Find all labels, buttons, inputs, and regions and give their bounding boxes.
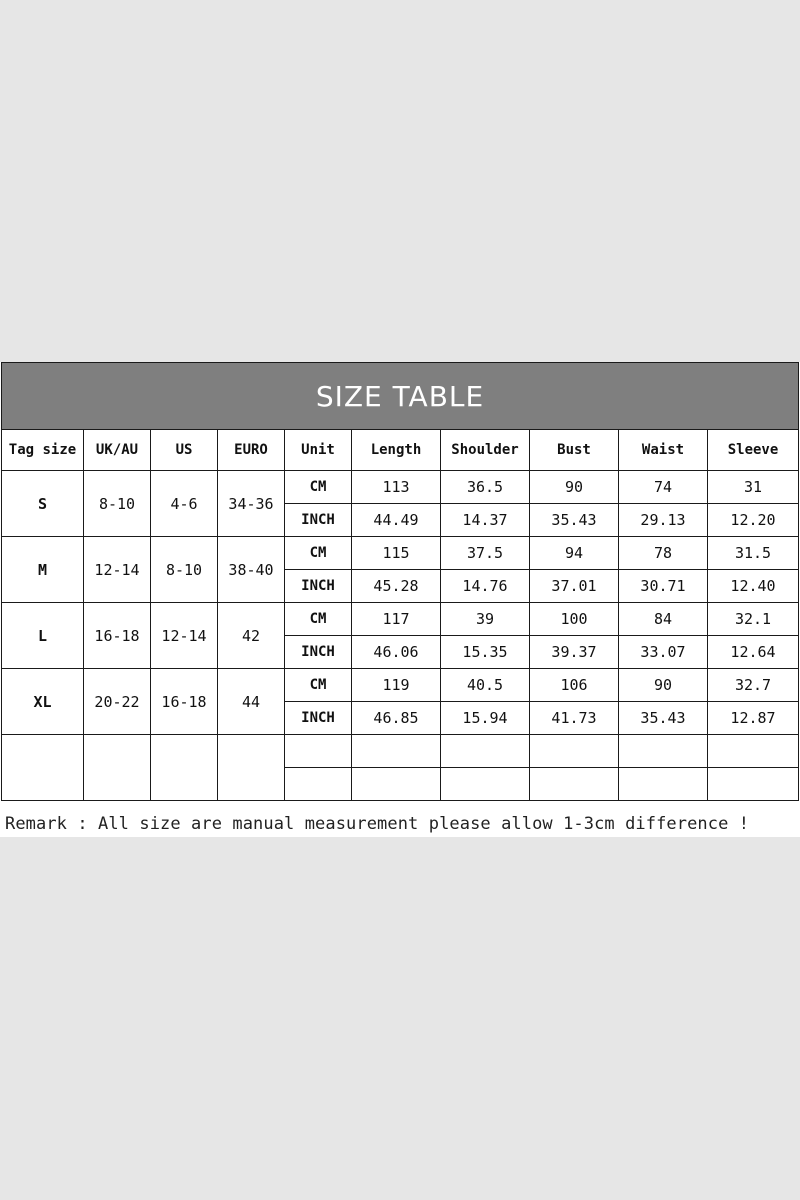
empty-row <box>2 735 799 768</box>
waist-cell: 90 <box>619 669 708 702</box>
remark-note: Remark : All size are manual measurement please allow 1-3cm difference ! <box>5 814 750 834</box>
waist-cell: 84 <box>619 603 708 636</box>
sleeve-cell: 31 <box>708 471 799 504</box>
length-cell: 117 <box>352 603 441 636</box>
tag-size-cell: L <box>2 603 84 669</box>
bust-cell: 106 <box>530 669 619 702</box>
table-row <box>2 471 799 504</box>
us-cell: 12-14 <box>151 603 218 669</box>
waist-cell: 29.13 <box>619 504 708 537</box>
table-row <box>2 669 799 702</box>
shoulder-cell: 14.76 <box>441 570 530 603</box>
unit-cell: INCH <box>285 702 352 735</box>
sleeve-cell: 12.64 <box>708 636 799 669</box>
shoulder-cell: 15.94 <box>441 702 530 735</box>
column-header-waist: Waist <box>619 430 708 471</box>
bust-cell: 41.73 <box>530 702 619 735</box>
tag-size-cell: M <box>2 537 84 603</box>
sleeve-cell: 32.1 <box>708 603 799 636</box>
empty-cell <box>441 735 530 768</box>
unit-cell: INCH <box>285 504 352 537</box>
empty-cell <box>619 735 708 768</box>
uk-au-cell: 16-18 <box>84 603 151 669</box>
unit-cell: CM <box>285 669 352 702</box>
column-header-length: Length <box>352 430 441 471</box>
empty-cell <box>708 735 799 768</box>
tag-size-cell: XL <box>2 669 84 735</box>
unit-cell: CM <box>285 537 352 570</box>
unit-cell: CM <box>285 603 352 636</box>
size-chart-image <box>0 362 800 837</box>
empty-cell <box>530 735 619 768</box>
column-header-bust: Bust <box>530 430 619 471</box>
shoulder-cell: 40.5 <box>441 669 530 702</box>
waist-cell: 78 <box>619 537 708 570</box>
column-header-unit: Unit <box>285 430 352 471</box>
euro-cell: 38-40 <box>218 537 285 603</box>
empty-cell <box>352 768 441 801</box>
sleeve-cell: 32.7 <box>708 669 799 702</box>
bust-cell: 100 <box>530 603 619 636</box>
shoulder-cell: 15.35 <box>441 636 530 669</box>
sleeve-cell: 12.20 <box>708 504 799 537</box>
size-table <box>1 362 799 801</box>
uk-au-cell: 8-10 <box>84 471 151 537</box>
bust-cell: 94 <box>530 537 619 570</box>
waist-cell: 74 <box>619 471 708 504</box>
shoulder-cell: 37.5 <box>441 537 530 570</box>
bust-cell: 39.37 <box>530 636 619 669</box>
euro-cell: 42 <box>218 603 285 669</box>
length-cell: 45.28 <box>352 570 441 603</box>
waist-cell: 30.71 <box>619 570 708 603</box>
unit-cell: INCH <box>285 570 352 603</box>
length-cell: 115 <box>352 537 441 570</box>
column-header-euro: EURO <box>218 430 285 471</box>
length-cell: 44.49 <box>352 504 441 537</box>
us-cell: 16-18 <box>151 669 218 735</box>
column-header-us: US <box>151 430 218 471</box>
length-cell: 113 <box>352 471 441 504</box>
uk-au-cell: 20-22 <box>84 669 151 735</box>
euro-cell: 34-36 <box>218 471 285 537</box>
column-header-tag-size: Tag size <box>2 430 84 471</box>
uk-au-cell: 12-14 <box>84 537 151 603</box>
empty-cell <box>151 735 218 801</box>
empty-cell <box>285 735 352 768</box>
header-row <box>2 430 799 471</box>
shoulder-cell: 36.5 <box>441 471 530 504</box>
column-header-uk-au: UK/AU <box>84 430 151 471</box>
tag-size-cell: S <box>2 471 84 537</box>
empty-cell <box>285 768 352 801</box>
waist-cell: 33.07 <box>619 636 708 669</box>
bust-cell: 35.43 <box>530 504 619 537</box>
unit-cell: CM <box>285 471 352 504</box>
empty-cell <box>352 735 441 768</box>
table-title: SIZE TABLE <box>2 363 799 430</box>
us-cell: 4-6 <box>151 471 218 537</box>
shoulder-cell: 39 <box>441 603 530 636</box>
empty-cell <box>218 735 285 801</box>
length-cell: 46.85 <box>352 702 441 735</box>
length-cell: 119 <box>352 669 441 702</box>
bust-cell: 90 <box>530 471 619 504</box>
bust-cell: 37.01 <box>530 570 619 603</box>
sleeve-cell: 31.5 <box>708 537 799 570</box>
table-row <box>2 537 799 570</box>
shoulder-cell: 14.37 <box>441 504 530 537</box>
waist-cell: 35.43 <box>619 702 708 735</box>
table-row <box>2 603 799 636</box>
euro-cell: 44 <box>218 669 285 735</box>
empty-cell <box>84 735 151 801</box>
sleeve-cell: 12.40 <box>708 570 799 603</box>
empty-cell <box>441 768 530 801</box>
empty-cell <box>619 768 708 801</box>
empty-cell <box>708 768 799 801</box>
sleeve-cell: 12.87 <box>708 702 799 735</box>
empty-cell <box>2 735 84 801</box>
column-header-sleeve: Sleeve <box>708 430 799 471</box>
us-cell: 8-10 <box>151 537 218 603</box>
column-header-shoulder: Shoulder <box>441 430 530 471</box>
length-cell: 46.06 <box>352 636 441 669</box>
unit-cell: INCH <box>285 636 352 669</box>
empty-cell <box>530 768 619 801</box>
